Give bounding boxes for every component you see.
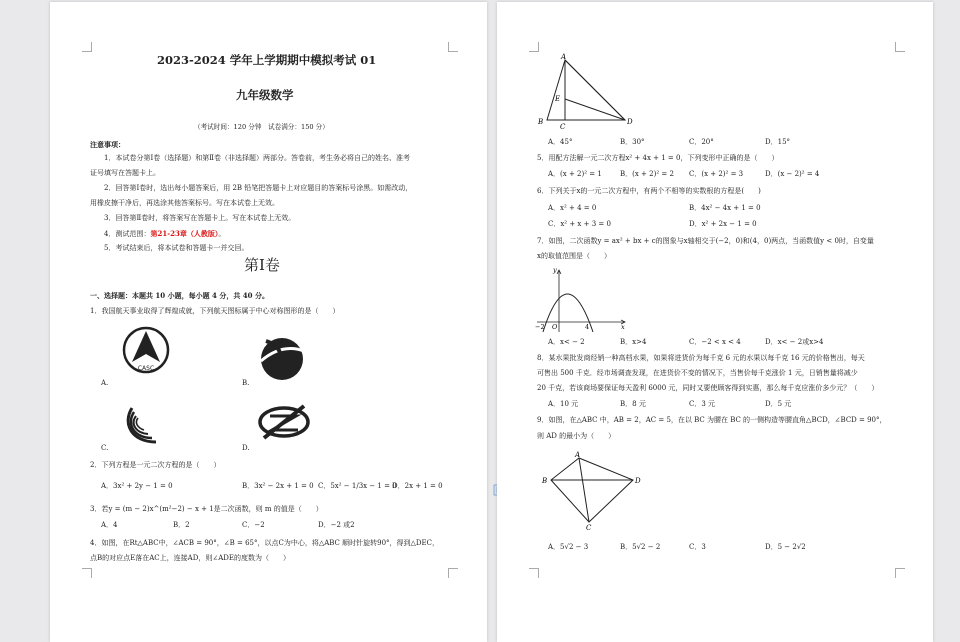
question-6: 6．下列关于x的一元二次方程中，有两个不相等的实数根的方程是( ) (537, 187, 761, 195)
question-4: 4．如图，在Rt△ABC中，∠ACB = 90°，∠B = 65°，以点C为中心，将△ABC 顺时针旋转90°，得到△DEC， (90, 539, 439, 547)
fig4-label-c: C (560, 123, 566, 131)
question-8-cont: 可售出 500 千克．经市场调查发现，在进货价不变的情况下，当售价每千克涨价 1 元，日销售量将减少 (537, 369, 858, 377)
fig7-label-y: y (553, 266, 557, 274)
q4-option-d: D．15° (765, 138, 791, 146)
casc-logo-image (122, 326, 172, 376)
q1-label-c: C. (101, 444, 109, 452)
note-line: 证号填写在答题卡上。 (90, 169, 160, 177)
notes-title: 注意事项： (90, 140, 125, 149)
casc-logo-text: CASC (137, 365, 155, 372)
q4-option-a: A．45° (548, 138, 573, 146)
q3-option-a: A．4 (101, 521, 118, 529)
fig4-label-b: B (538, 118, 544, 126)
q4-option-c: C．20° (689, 138, 714, 146)
swirl-logo-image (116, 398, 166, 448)
q9-option-c: C．3 (689, 543, 706, 551)
q5-option-a: A．(x + 2)² = 1 (548, 170, 602, 178)
fig4-label-e: E (555, 95, 561, 103)
q2-option-d: D．2x + 1 = 0 (392, 482, 443, 490)
q7-parabola-figure (535, 266, 627, 334)
q1-label-b: B. (242, 379, 250, 387)
q6-option-d: D．x² + 2x − 1 = 0 (689, 220, 757, 228)
q5-option-b: B．(x + 2)² = 2 (620, 170, 674, 178)
fig4-label-a: A (561, 53, 567, 61)
crop-mark (82, 568, 92, 578)
q1-label-a: A. (101, 379, 109, 387)
q5-option-c: C．(x + 2)² = 3 (689, 170, 744, 178)
question-9: 9．如图，在△ABC 中，AB = 2，AC = 5，在以 BC 为腰在 BC 的一侧构造等腰直角△BCD，∠BCD = 90°， (537, 416, 887, 424)
exam-page-2 (497, 2, 933, 642)
part-title: 一、选择题：本题共 10 小题，每小题 4 分，共 40 分。 (90, 291, 269, 300)
note-line: 3．回答第Ⅱ卷时，将答案写在答题卡上。写在本试卷上无效。 (104, 214, 296, 222)
q1-label-d: D. (242, 444, 250, 452)
crop-mark (448, 568, 458, 578)
fig9-label-a: A (575, 451, 581, 459)
fig9-label-b: B (542, 477, 548, 485)
fig9-label-c: C (586, 524, 592, 532)
q8-option-a: A．10 元 (548, 400, 579, 408)
fig7-label-x: x (621, 323, 625, 331)
q9-option-b: B．5√2 − 2 (620, 543, 661, 551)
q5-option-d: D．(x − 2)² = 4 (765, 170, 820, 178)
note-scope (104, 229, 225, 239)
note-line: 用橡皮擦干净后，再选涂其他答案标号。写在本试卷上无效。 (90, 199, 279, 207)
fig4-label-d: D (627, 118, 633, 126)
q4-triangle-figure (535, 54, 635, 129)
exam-page-1 (50, 2, 487, 642)
crop-mark (448, 42, 458, 52)
q6-option-b: B．4x² − 4x + 1 = 0 (689, 204, 761, 212)
question-1: 1．我国航天事业取得了辉煌成就，下列航天图标属于中心对称图形的是（ ） (90, 307, 340, 315)
q3-option-d: D．−2 或2 (318, 521, 355, 529)
question-7-cont: x的取值范围是（ ） (537, 252, 611, 260)
note-line: 5．考试结束后，将本试卷和答题卡一并交回。 (104, 244, 249, 252)
q3-option-c: C．−2 (242, 521, 265, 529)
question-7: 7．如图，二次函数y = ax² + bx + c的图象与x轴相交于(−2，0)和(4，0)两点，当函数值y < 0时，自变量 (537, 237, 874, 245)
q2-option-c: C．5x² − 1/3x − 1 = 0 (318, 482, 397, 490)
exam-info: （考试时间：120 分钟 试卷满分：150 分） (194, 123, 329, 131)
q7-option-b: B．x>4 (620, 338, 647, 346)
q8-option-c: C．3 元 (689, 400, 716, 408)
q2-option-b: B．3x² − 2x + 1 = 0 (242, 482, 314, 490)
question-8-cont: 20 千克，若该商场要保证每天盈利 6000 元，同时又要使顾客得到实惠，那么每千克应涨价多少元？（ ） (537, 384, 879, 392)
fig9-label-d: D (635, 477, 641, 485)
crop-mark (895, 42, 905, 52)
zeta-logo-image (256, 402, 312, 442)
question-2: 2．下列方程是一元二次方程的是（ ） (90, 461, 221, 469)
scope-highlight: 第21-23章（人教版） (150, 229, 219, 238)
crop-mark (82, 42, 92, 52)
question-9-cont: 则 AD 的最小为（ ） (537, 432, 616, 440)
q8-option-b: B．8 元 (620, 400, 646, 408)
fig7-label-4: 4 (585, 323, 590, 331)
question-5: 5．用配方法解一元二次方程x² + 4x + 1 = 0，下列变形中正确的是（ ） (537, 154, 779, 162)
planet-logo-image (258, 333, 308, 383)
q7-option-d: D．x< − 2或x>4 (765, 338, 824, 346)
q2-option-a: A．3x² + 2y − 1 = 0 (101, 482, 173, 490)
q6-option-c: C．x² + x + 3 = 0 (548, 220, 611, 228)
note-line: 2．回答第Ⅰ卷时，选出每小题答案后，用 2B 铅笔把答题卡上对应题目的答案标号涂黑。如需改动， (104, 184, 413, 192)
crop-mark (529, 568, 539, 578)
q9-option-a: A．5√2 − 3 (548, 543, 589, 551)
fig7-label-o: O (552, 323, 558, 331)
exam-subtitle: 九年级数学 (236, 88, 294, 102)
q7-option-a: A．x< − 2 (548, 338, 585, 346)
crop-mark (529, 42, 539, 52)
q3-option-b: B．2 (173, 521, 190, 529)
q6-option-a: A．x² + 4 = 0 (548, 204, 597, 212)
q9-option-d: D．5 − 2√2 (765, 543, 806, 551)
scope-end: 。 (218, 230, 226, 238)
q8-option-d: D．5 元 (765, 400, 792, 408)
question-3: 3．若y = (m − 2)x^(m²−2) − x + 1是二次函数，则 m 的值是（ ） (90, 505, 323, 513)
exam-title: 2023-2024 学年上学期期中模拟考试 01 (157, 53, 377, 67)
crop-mark (895, 568, 905, 578)
note-line: 1．本试卷分第Ⅰ卷（选择题）和第Ⅱ卷（非选择题）两部分。答卷前，考生务必将自己的姓名、准考 (104, 154, 410, 162)
question-8: 8．某水果批发商经销一种高档水果，如果将进货价为每千克 6 元的水果以每千克 16 元的价格售出，每天 (537, 354, 865, 362)
question-4-cont: 点B的对应点E落在AC上，连接AD，则∠ADE的度数为（ ） (90, 554, 290, 562)
fig7-label-neg2: −2 (535, 323, 545, 331)
q9-quadrilateral-figure (539, 452, 649, 532)
q4-option-b: B．30° (620, 138, 645, 146)
section-heading: 第Ⅰ卷 (244, 256, 280, 274)
note-line: 4．测试范围： (104, 230, 151, 238)
q7-option-c: C．−2 < x < 4 (689, 338, 741, 346)
